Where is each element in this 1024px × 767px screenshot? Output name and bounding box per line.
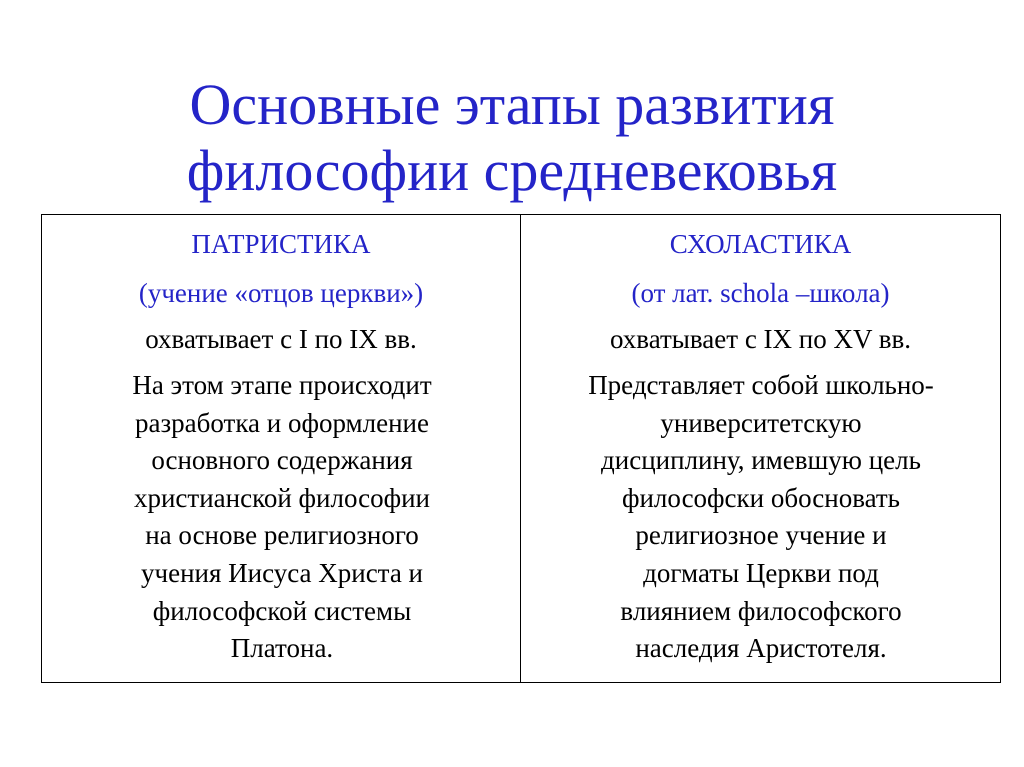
patristics-description-line: разработка и оформление: [135, 407, 429, 438]
scholasticism-description-line: догматы Церкви под: [643, 557, 879, 588]
scholasticism-description-line: университетскую: [660, 407, 862, 438]
scholasticism-description-line: Представляет собой школьно-: [588, 370, 934, 400]
scholasticism-subheading: (от лат. schola –школа): [631, 278, 890, 308]
patristics-description-line: философской системы: [152, 595, 412, 626]
patristics-description-line: основного содержания: [151, 445, 413, 476]
slide-title: [0, 72, 1024, 204]
scholasticism-description: [521, 367, 1001, 668]
scholasticism-description-line: дисциплину, имевшую цель: [601, 445, 921, 476]
patristics-subheading: (учение «отцов церкви»): [138, 278, 424, 308]
patristics-description-line: христианской философии: [133, 482, 430, 513]
patristics-description-line: На этом этапе происходит: [132, 370, 432, 400]
scholasticism-description-line: влиянием философского: [620, 595, 902, 626]
scholasticism-column: [521, 215, 1000, 682]
patristics-description-line: Платона.: [230, 633, 334, 664]
scholasticism-period: охватывает с IX по XV вв.: [609, 324, 912, 354]
patristics-column: [42, 215, 521, 682]
patristics-description-line: учения Иисуса Христа и: [141, 557, 423, 588]
slide-title-line-1: Основные этапы развития: [189, 72, 835, 137]
scholasticism-heading: СХОЛАСТИКА: [669, 229, 852, 259]
scholasticism-description-line: религиозное учение и: [635, 520, 887, 551]
scholasticism-description-line: философски обосновать: [621, 482, 900, 513]
patristics-description-line: на основе религиозного: [145, 520, 419, 551]
patristics-period: охватывает с I по IX вв.: [145, 324, 417, 354]
slide-title-line-2: философии средневековья: [186, 138, 838, 203]
comparison-table: [41, 214, 1001, 683]
patristics-heading: ПАТРИСТИКА: [191, 229, 371, 259]
patristics-description: [72, 367, 492, 668]
scholasticism-description-line: наследия Аристотеля.: [635, 633, 887, 664]
